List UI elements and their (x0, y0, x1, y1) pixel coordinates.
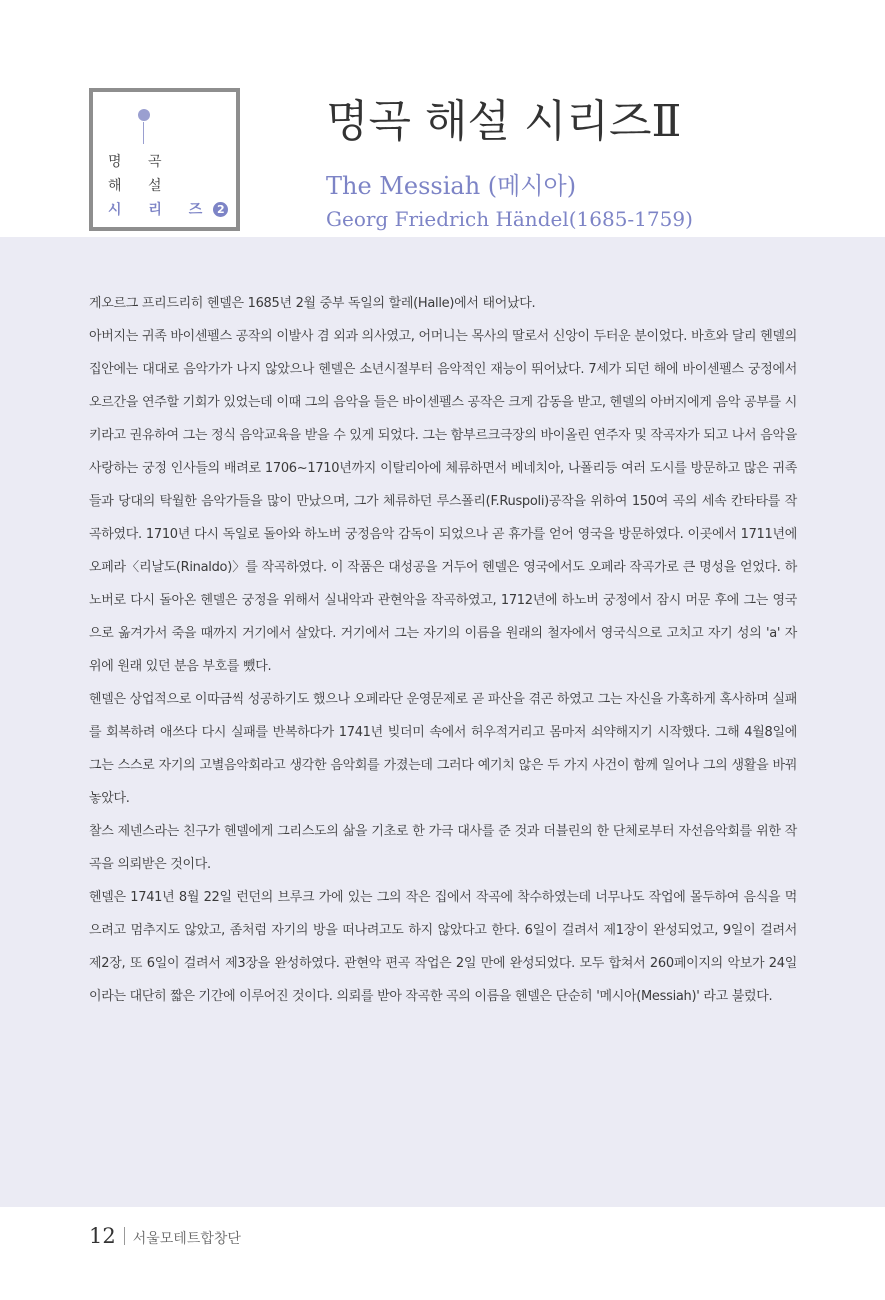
badge-divider-line (143, 122, 144, 144)
paragraph: 헨델은 상업적으로 이따금씩 성공하기도 했으나 오페라단 운영문제로 곧 파산을 겪곤 하였고 그는 자신을 가혹하게 혹사하며 실패를 회복하려 애쓰다 다시 실패를 반복하다가 1741년 빚더미 속에서 허우적거리고 몸마저 쇠약해지기 시작했다. 그해 4월8일에 그는 스스로 자기의 고별음악회라고 생각한 음악회를 가졌는데 그러다 예기치 않은 두 가지 사건이 함께 일어나 그의 생활을 바꿔 놓았다. (89, 692, 797, 806)
composer-name: Georg Friedrich Händel(1685-1759) (326, 207, 693, 231)
series-line-2: 해 설 (108, 178, 173, 194)
page-title: 명곡 해설 시리즈Ⅱ (326, 96, 682, 147)
page-footer (89, 1224, 241, 1248)
paragraph: 헨델은 1741년 8월 22일 런던의 브루크 가에 있는 그의 작은 집에서 작곡에 착수하였는데 너무나도 작업에 몰두하여 음식을 먹으려고 멈추지도 않았고, 좀처럼 자기의 방을 떠나려고도 하지 않았다고 한다. 6일이 걸려서 제1장이 완성되었고, 9일이 걸려서 제2장, 또 6일이 걸려서 제3장을 완성하였다. 관현악 편곡 작업은 2일 만에 완성되었다. 모두 합쳐서 260페이지의 악보가 24일이라는 대단히 짧은 기간에 이루어진 것이다. 의뢰를 받아 작곡한 곡의 이름을 헨델은 단순히 '메시아(Messiah)' 라고 불렀다. (89, 890, 797, 1004)
publication-name: 서울모테트합창단 (132, 1231, 241, 1247)
dot-icon (138, 109, 150, 121)
paragraph: 게오르그 프리드리히 헨델은 1685년 2월 중부 독일의 할레(Halle)에서 태어났다. (89, 296, 536, 311)
series-badge (89, 88, 240, 231)
series-number-badge: 2 (213, 202, 228, 217)
work-title: The Messiah (메시아) (326, 172, 577, 200)
series-line-3 (108, 198, 228, 222)
article-body (89, 287, 797, 1013)
page-number: 12 (89, 1224, 116, 1248)
paragraph: 찰스 제넨스라는 친구가 헨델에게 그리스도의 삶을 기초로 한 가극 대사를 준 것과 더블린의 한 단체로부터 자선음악회를 위한 작곡을 의뢰받은 것이다. (89, 824, 797, 872)
series-line-1: 명 곡 (108, 154, 173, 170)
footer-divider (124, 1227, 125, 1245)
series-badge-text (108, 150, 228, 222)
paragraph: 아버지는 귀족 바이센펠스 공작의 이발사 겸 외과 의사였고, 어머니는 목사의 딸로서 신앙이 두터운 분이었다. 바흐와 달리 헨델의 집안에는 대대로 음악가가 나지 않았으나 헨델은 소년시절부터 음악적인 재능이 뛰어났다. 7세가 되던 해에 바이센펠스 궁정에서 오르간을 연주할 기회가 있었는데 이때 그의 음악을 들은 바이센펠스 공작은 크게 감동을 받고, 헨델의 아버지에게 음악 공부를 시키라고 권유하여 그는 정식 음악교육을 받을 수 있게 되었다. 그는 함부르크극장의 바이올린 연주자 및 작곡자가 되고 나서 음악을 사랑하는 궁정 인사들의 배려로 1706~1710년까지 이탈리아에 체류하면서 베네치아, 나폴리등 여러 도시를 방문하고 많은 귀족들과 당대의 탁월한 음악가들을 많이 만났으며, 그가 체류하던 루스폴리(F.Ruspoli)공작을 위하여 150여 곡의 세속 칸타타를 작곡하였다. 1710년 다시 독일로 돌아와 하노버 궁정음악 감독이 되었으나 곧 휴가를 얻어 영국을 방문하였다. 이곳에서 1711년에 오페라〈리날도(Rinaldo)〉를 작곡하였다. 이 작품은 대성공을 거두어 헨델은 영국에서도 오페라 작곡가로 큰 명성을 얻었다. 하노버로 다시 돌아온 헨델은 궁정을 위해서 실내악과 관현악을 작곡하였고, 1712년에 하노버 궁정에서 잠시 머문 후에 그는 영국으로 옮겨가서 죽을 때까지 거기에서 살았다. 거기에서 그는 자기의 이름을 원래의 철자에서 영국식으로 고치고 자기 성의 'a' 자위에 원래 있던 분음 부호를 뺐다. (89, 329, 797, 674)
series-label: 시 리 즈 (108, 202, 214, 218)
